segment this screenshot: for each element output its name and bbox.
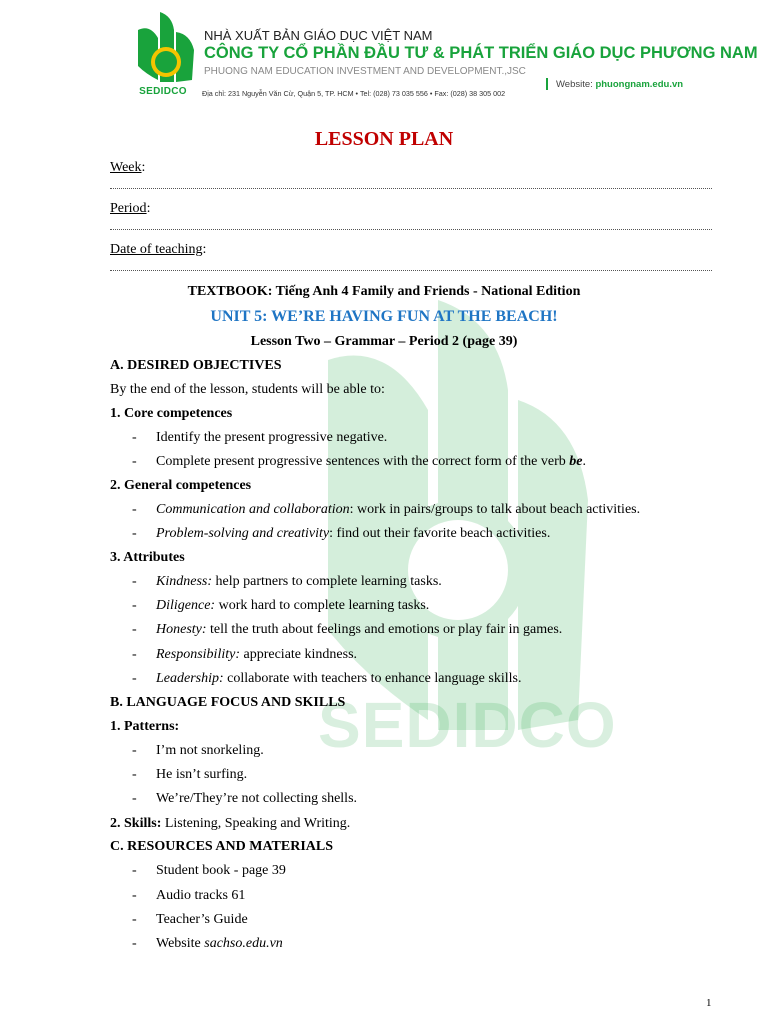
company-name-en: PHUONG NAM EDUCATION INVESTMENT AND DEVELOPMENT.,JSC [204,66,526,77]
company-name: CÔNG TY CỔ PHẦN ĐẦU TƯ & PHÁT TRIỂN GIÁO DỤC PHƯƠNG NAM [204,44,758,62]
list-item: - Responsibility: appreciate kindness. [132,647,358,662]
list-item-text: I’m not snorkeling. [156,743,264,758]
list-item: - Problem-solving and creativity: find out their favorite beach activities. [132,526,551,541]
term: Kindness: [156,574,212,589]
website-label: Website: [556,79,593,90]
list-item: - Teacher’s Guide [132,912,248,927]
verb-be: be [569,454,583,469]
list-item-text: Identify the present progressive negative. [156,430,388,445]
skills-label: 2. Skills: [110,816,162,831]
unit-title: UNIT 5: WE’RE HAVING FUN AT THE BEACH! [210,308,558,325]
list-item-text: We’re/They’re not collecting shells. [156,791,358,806]
date-dotted-line [110,270,712,271]
section-c-heading: C. RESOURCES AND MATERIALS [110,839,334,854]
watermark-text: SEDIDCO [318,689,617,761]
list-item: - Communication and collaboration: work in pairs/groups to talk about beach activities. [132,502,641,517]
term: Communication and collaboration [156,502,350,517]
week-field: Week: [110,160,146,175]
company-address: Địa chỉ: 231 Nguyễn Văn Cừ, Quận 5, TP. HCM • Tel: (028) 73 035 556 • Fax: (028) 38 305 002 [202,89,506,98]
header-divider [546,78,548,90]
list-item: - Leadership: collaborate with teachers to enhance language skills. [132,671,522,686]
page-number: 1 [706,997,712,1009]
logo-text: SEDIDCO [139,86,187,97]
list-item: - Complete present progressive sentences with the correct form of the verb be. [132,454,586,469]
textbook-title: TEXTBOOK: Tiếng Anh 4 Family and Friends - National Edition [187,284,581,299]
sachso-link[interactable]: sachso.edu.vn [204,936,283,951]
list-item-text: : find out their favorite beach activities. [329,526,551,541]
section-a-heading: A. DESIRED OBJECTIVES [110,358,282,373]
list-item: - Audio tracks 61 [132,888,246,903]
company-header [128,6,758,104]
list-item-text: : work in pairs/groups to talk about beach activities. [349,502,641,517]
section-b-heading: B. LANGUAGE FOCUS AND SKILLS [110,695,346,710]
publisher-name: NHÀ XUẤT BẢN GIÁO DỤC VIỆT NAM [204,28,433,43]
list-item: - Kindness: help partners to complete learning tasks. [132,574,442,589]
period-dotted-line [110,229,712,230]
skills-line [110,816,350,832]
list-item-text: work hard to complete learning tasks. [215,598,430,613]
list-item-text: Student book - page 39 [156,863,286,878]
lesson-title: Lesson Two – Grammar – Period 2 (page 39) [250,334,518,349]
general-competences-heading: 2. General competences [110,478,252,493]
objectives-intro: By the end of the lesson, students will be able to: [110,382,385,397]
list-item: - Website sachso.edu.vn [132,936,283,951]
patterns-heading: 1. Patterns: [110,719,180,734]
list-item-text: tell the truth about feelings and emotions or play fair in games. [206,622,563,637]
term: Responsibility: [156,647,240,662]
list-item-text: He isn’t surfing. [156,767,248,782]
list-item-text: Complete present progressive sentences with the correct form of the verb [156,454,570,469]
term: Problem-solving and creativity [156,526,330,541]
website-line [556,79,683,90]
date-field: Date of teaching: [110,242,207,257]
list-item: - Diligence: work hard to complete learning tasks. [132,598,430,613]
term: Leadership: [156,671,224,686]
period-label: Period [110,201,147,216]
period-field: Period: [110,201,151,216]
list-item: - Identify the present progressive negative. [132,430,388,445]
list-item: - Honesty: tell the truth about feelings and emotions or play fair in games. [132,622,563,637]
list-item-text: collaborate with teachers to enhance language skills. [223,671,522,686]
week-label: Week [110,160,142,175]
week-dotted-line [110,188,712,189]
date-label: Date of teaching [110,242,203,257]
website-link[interactable]: phuongnam.edu.vn [595,79,684,90]
list-item: - Student book - page 39 [132,863,286,878]
core-competences-heading: 1. Core competences [110,406,233,421]
list-item-text: appreciate kindness. [240,647,358,662]
term: Honesty: [156,622,207,637]
list-item: - I’m not snorkeling. [132,743,264,758]
term: Diligence: [156,598,216,613]
list-item: - We’re/They’re not collecting shells. [132,791,358,806]
skills-text: Listening, Speaking and Writing. [161,816,351,831]
attributes-heading: 3. Attributes [110,550,185,565]
list-item: - He isn’t surfing. [132,767,248,782]
list-item-text: Audio tracks 61 [156,888,246,903]
website-prefix: Website [156,936,205,951]
list-item-text: Teacher’s Guide [156,912,248,927]
list-item-text: help partners to complete learning tasks. [212,574,442,589]
page-title: LESSON PLAN [314,128,454,150]
